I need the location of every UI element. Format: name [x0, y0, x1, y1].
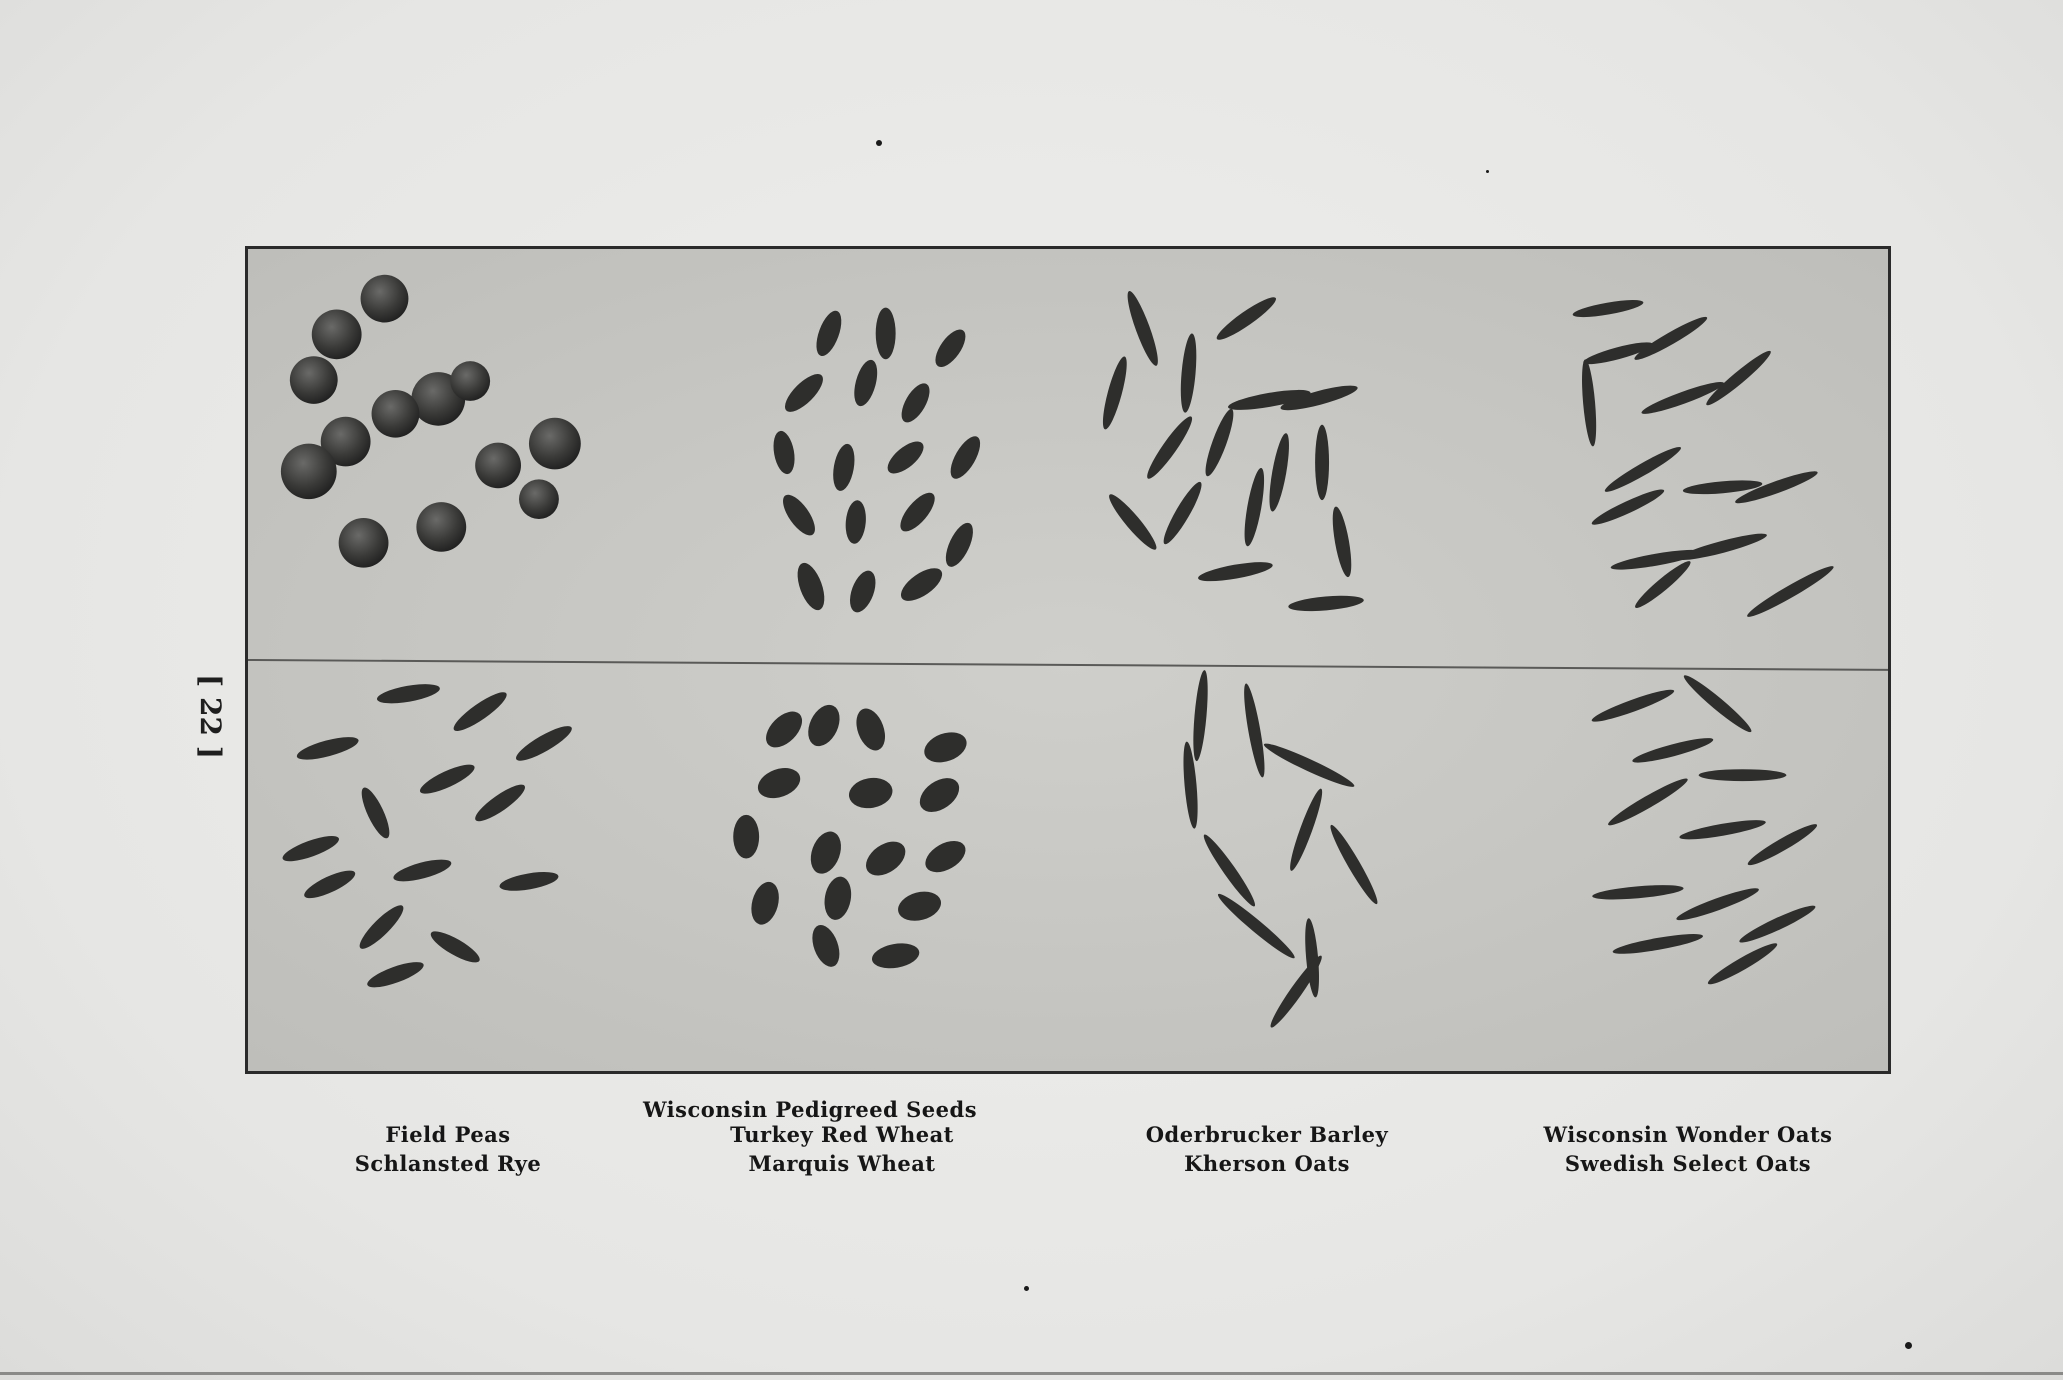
caption-bottom-label: Marquis Wheat — [748, 1151, 936, 1176]
pea-seed — [339, 518, 389, 568]
page-edge-rule — [0, 1372, 2063, 1375]
seed-photograph-illustration — [248, 249, 1888, 1071]
caption-column-3 — [1097, 1120, 1437, 1178]
pea-seed — [519, 479, 559, 519]
pea-seed — [450, 361, 490, 401]
oat-seed — [1699, 769, 1787, 781]
pea-seed — [290, 356, 338, 404]
pea-seed — [416, 502, 466, 552]
pea-seed — [475, 443, 521, 489]
dust-speck — [1024, 1286, 1029, 1291]
caption-bottom-label: Swedish Select Oats — [1564, 1151, 1812, 1176]
wheat-seed — [733, 815, 759, 859]
dust-speck — [876, 140, 882, 146]
pea-seed — [372, 390, 420, 438]
caption-top-label: Oderbrucker Barley — [1145, 1122, 1389, 1147]
caption-bottom-label: Kherson Oats — [1184, 1151, 1350, 1176]
figure-title: Wisconsin Pedigreed Seeds — [642, 1097, 978, 1122]
caption-column-2 — [672, 1120, 1012, 1178]
pea-seed — [281, 444, 337, 500]
dust-speck — [1905, 1342, 1912, 1349]
caption-top-label: Field Peas — [385, 1122, 511, 1147]
caption-column-4 — [1518, 1120, 1858, 1178]
dust-speck — [1486, 170, 1489, 173]
pea-seed — [361, 275, 409, 323]
oat-seed — [1315, 425, 1329, 500]
caption-column-1 — [278, 1120, 618, 1178]
pea-seed — [312, 310, 362, 360]
caption-bottom-label: Schlansted Rye — [354, 1151, 542, 1176]
page-number: [ 22 ] — [193, 673, 227, 759]
pea-seed — [529, 418, 581, 470]
seed-photograph — [245, 246, 1891, 1074]
wheat-seed — [876, 308, 896, 360]
caption-top-label: Turkey Red Wheat — [730, 1122, 954, 1147]
caption-top-label: Wisconsin Wonder Oats — [1543, 1122, 1833, 1147]
